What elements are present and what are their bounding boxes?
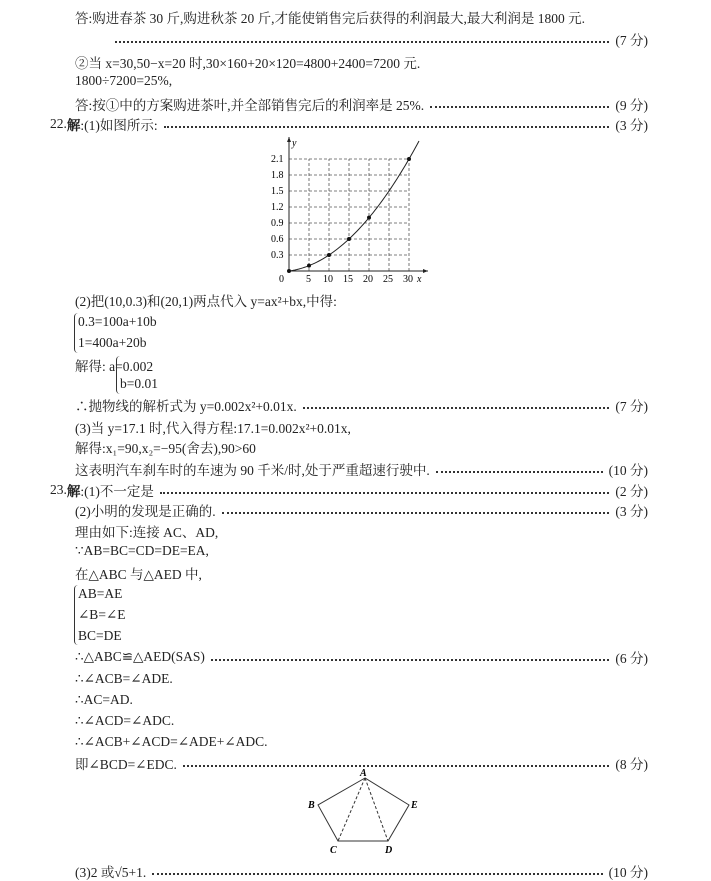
line-text: ∴∠ACB+∠ACD=∠ADE+∠ADC. — [75, 734, 268, 749]
line-text: BC=DE — [78, 628, 122, 643]
line-text: ②当 x=30,50−x=20 时,30×160+20×120=4800+2400=7200 元. — [75, 56, 421, 71]
line-text: AB=AE — [78, 586, 123, 601]
pentagon-outline — [318, 778, 409, 841]
score-mark: (7 分) — [615, 399, 648, 414]
line-text: ∴抛物线的解析式为 y=0.002x²+0.01x. — [75, 399, 297, 414]
x-tick-label: 20 — [363, 274, 373, 285]
y-tick-label: 0.3 — [271, 250, 284, 261]
line-text: 答:购进春茶 30 斤,购进秋茶 20 斤,才能使销售完后获得的利润最大,最大利润是 1800 元. — [75, 11, 585, 26]
line-text: ∴∠ACB=∠ADE. — [75, 671, 173, 686]
line-text: ∠B=∠E — [78, 607, 126, 622]
score-mark: (3 分) — [615, 118, 648, 133]
line-text: ∴∠ACD=∠ADC. — [75, 713, 175, 728]
line-text: 0.3=100a+10b — [78, 314, 157, 329]
y-tick-label: 0.6 — [271, 234, 284, 245]
question-number: 23. — [50, 482, 67, 497]
origin-label: 0 — [279, 274, 284, 285]
line-text: 答:按①中的方案购进茶叶,并全部销售完后的利润率是 25%. — [75, 98, 425, 113]
x-tick-label: 5 — [306, 274, 311, 285]
line-text: 理由如下:连接 AC、AD, — [75, 525, 219, 540]
line-text: 解得: a=0.002 — [75, 359, 154, 374]
x-tick-label: 30 — [403, 274, 413, 285]
y-tick-label: 2.1 — [271, 154, 284, 165]
line-text: 即∠BCD=∠EDC. — [75, 757, 177, 772]
line-text: (3)2 或√5+1. — [75, 865, 147, 880]
line-text: ∵AB=BC=CD=DE=EA, — [75, 543, 209, 558]
score-mark: (10 分) — [608, 865, 648, 880]
x-tick-label: 25 — [383, 274, 393, 285]
y-tick-label: 1.2 — [271, 202, 284, 213]
y-tick-label: 1.8 — [271, 170, 284, 181]
score-mark: (10 分) — [608, 463, 648, 478]
line-text: :(1)不一定是 — [80, 484, 154, 499]
x-tick-label: 15 — [343, 274, 353, 285]
solution-label: 解 — [66, 484, 81, 499]
solution-label: 解 — [66, 118, 81, 133]
line-text: (2)小明的发现是正确的. — [75, 504, 216, 519]
line-text: b=0.01 — [120, 376, 158, 391]
line-text: ∴AC=AD. — [75, 692, 133, 707]
score-mark: (2 分) — [615, 484, 648, 499]
vertex-label-b: B — [308, 800, 315, 811]
line-text: 解得:x₁=90,x₂=−95(舍去),90>60 — [75, 441, 256, 456]
vertex-label-c: C — [330, 845, 337, 856]
question-number: 22. — [50, 116, 67, 131]
line-text: 这表明汽车刹车时的车速为 90 千米/时,处于严重超速行驶中. — [75, 463, 430, 478]
x-tick-label: 10 — [323, 274, 333, 285]
line-text: :(1)如图所示: — [80, 118, 158, 133]
vertex-label-a: A — [360, 768, 367, 779]
line-text: ∴△ABC≌△AED(SAS) — [75, 649, 205, 664]
diagonal-ac — [338, 778, 365, 841]
score-mark: (9 分) — [615, 98, 648, 113]
y-axis-label: y — [292, 138, 297, 149]
score-mark: (7 分) — [615, 33, 648, 48]
y-tick-label: 0.9 — [271, 218, 284, 229]
line-text: (2)把(10,0.3)和(20,1)两点代入 y=ax²+bx,中得: — [75, 294, 337, 309]
vertex-label-e: E — [411, 800, 418, 811]
y-tick-label: 1.5 — [271, 186, 284, 197]
score-mark: (3 分) — [615, 504, 648, 519]
vertex-label-d: D — [385, 845, 393, 856]
x-axis-label: x — [417, 274, 422, 285]
score-mark: (8 分) — [615, 757, 648, 772]
score-mark: (6 分) — [615, 651, 648, 666]
diagonal-ad — [365, 778, 388, 841]
line-text: 在△ABC 与△AED 中, — [75, 567, 202, 582]
line-text: 1=400a+20b — [78, 335, 147, 350]
line-text: (3)当 y=17.1 时,代入得方程:17.1=0.002x²+0.01x, — [75, 421, 351, 436]
line-text: 1800÷7200=25%, — [75, 73, 173, 88]
